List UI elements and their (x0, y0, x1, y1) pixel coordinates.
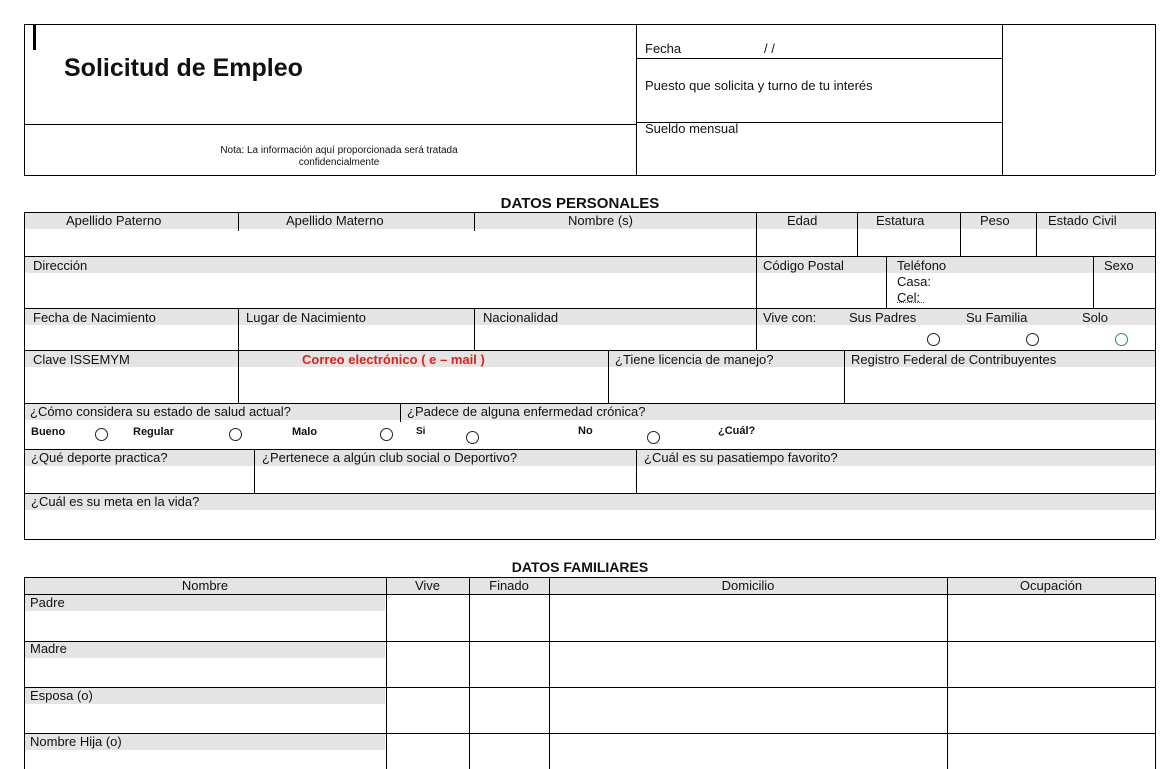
row-padre-label: Padre (30, 595, 65, 610)
note-line-2: confidencialmente (298, 157, 380, 168)
malo-label: Malo (292, 426, 318, 438)
apellido-paterno-label: Apellido Paterno (66, 213, 162, 228)
peso-label: Peso (980, 213, 1010, 228)
rfc-field[interactable] (845, 368, 1154, 402)
page-title: Solicitud de Empleo (64, 54, 303, 82)
su-familia-label: Su Familia (966, 310, 1028, 325)
estatura-field[interactable] (858, 230, 959, 256)
estado-civil-field[interactable] (1037, 230, 1154, 256)
puesto-field[interactable] (638, 95, 1000, 121)
telefono-field[interactable] (930, 272, 1092, 308)
nombre-label: Nombre (s) (568, 213, 634, 228)
sueldo-label: Sueldo mensual (645, 121, 739, 136)
bueno-label: Bueno (31, 426, 66, 438)
cual-label: ¿Cuál? (718, 425, 756, 437)
edad-label: Edad (787, 213, 818, 228)
cel-label: Cel: (897, 290, 921, 305)
casa-label: Casa: (897, 274, 931, 289)
club-field[interactable] (255, 467, 635, 492)
estado-civil-label: Estado Civil (1048, 213, 1117, 228)
si-label: Si (416, 426, 426, 437)
nacionalidad-label: Nacionalidad (483, 310, 559, 325)
malo-radio[interactable] (380, 428, 393, 441)
madre-row[interactable] (387, 643, 1154, 687)
correo-label: Correo electrónico ( e – mail ) (302, 352, 485, 367)
solo-radio[interactable] (1115, 333, 1128, 346)
nombre-completo-field[interactable] (25, 230, 755, 256)
salud-pregunta-label: ¿Cómo considera su estado de salud actual? (30, 404, 291, 419)
codigo-postal-label: Código Postal (763, 258, 844, 273)
fecha-nacimiento-label: Fecha de Nacimiento (33, 310, 156, 325)
apellido-materno-label: Apellido Materno (286, 213, 384, 228)
fecha-label: Fecha (645, 41, 682, 56)
fecha-nacimiento-field[interactable] (25, 326, 237, 349)
pasatiempo-label: ¿Cuál es su pasatiempo favorito? (644, 450, 838, 465)
sexo-label: Sexo (1104, 258, 1134, 273)
col-domicilio: Domicilio (721, 578, 775, 593)
cronica-pregunta-label: ¿Padece de alguna enfermedad crónica? (407, 404, 646, 419)
correo-field[interactable] (239, 368, 607, 402)
si-radio[interactable] (466, 431, 479, 444)
edad-field[interactable] (757, 230, 856, 256)
col-finado: Finado (489, 578, 529, 593)
pasatiempo-field[interactable] (637, 467, 1154, 492)
regular-label: Regular (133, 426, 174, 438)
photo-box[interactable] (1003, 26, 1154, 174)
solo-label: Solo (1082, 310, 1109, 325)
licencia-label: ¿Tiene licencia de manejo? (615, 352, 774, 367)
sexo-field[interactable] (1094, 274, 1154, 308)
su-familia-radio[interactable] (1026, 333, 1039, 346)
deporte-label: ¿Qué deporte practica? (31, 450, 168, 465)
fecha-field[interactable] (700, 26, 1000, 57)
meta-label: ¿Cuál es su meta en la vida? (31, 494, 200, 509)
clave-issemym-label: Clave ISSEMYM (33, 352, 130, 367)
section-title-familiares: DATOS FAMILIARES (511, 559, 649, 575)
codigo-postal-field[interactable] (757, 274, 885, 308)
row-esposa-label: Esposa (o) (30, 688, 93, 703)
sueldo-field[interactable] (638, 138, 1000, 174)
clave-issemym-field[interactable] (25, 368, 237, 402)
no-radio[interactable] (647, 431, 660, 444)
lugar-nacimiento-field[interactable] (239, 326, 473, 349)
peso-field[interactable] (961, 230, 1035, 256)
deporte-field[interactable] (25, 467, 253, 492)
hija-row[interactable] (387, 735, 1154, 769)
licencia-field[interactable] (609, 368, 843, 402)
sus-padres-radio[interactable] (927, 333, 940, 346)
row-hija-label: Nombre Hija (o) (30, 734, 122, 749)
telefono-label: Teléfono (897, 258, 947, 273)
direccion-label: Dirección (33, 258, 88, 273)
nacionalidad-field[interactable] (475, 326, 755, 349)
fecha-slashes: / / (764, 41, 775, 56)
esposa-row[interactable] (387, 689, 1154, 733)
vive-con-label: Vive con: (763, 310, 817, 325)
cual-field[interactable] (760, 422, 1154, 447)
note-line-1: Nota: La información aquí proporcionada será tratada (220, 145, 458, 156)
rfc-label: Registro Federal de Contribuyentes (851, 352, 1057, 367)
meta-field[interactable] (25, 511, 1154, 538)
direccion-field[interactable] (25, 274, 755, 308)
estatura-label: Estatura (876, 213, 925, 228)
bueno-radio[interactable] (95, 428, 108, 441)
row-madre-label: Madre (30, 641, 67, 656)
no-label: No (578, 425, 593, 437)
puesto-label: Puesto que solicita y turno de tu interés (645, 78, 873, 93)
club-label: ¿Pertenece a algún club social o Deportivo? (262, 450, 518, 465)
regular-radio[interactable] (229, 428, 242, 441)
col-ocupacion: Ocupación (1019, 578, 1083, 593)
col-nombre: Nombre (181, 578, 229, 593)
lugar-nacimiento-label: Lugar de Nacimiento (246, 310, 366, 325)
padre-row[interactable] (387, 596, 1154, 640)
col-vive: Vive (414, 578, 441, 593)
section-title-personales: DATOS PERSONALES (500, 195, 660, 212)
sus-padres-label: Sus Padres (849, 310, 917, 325)
